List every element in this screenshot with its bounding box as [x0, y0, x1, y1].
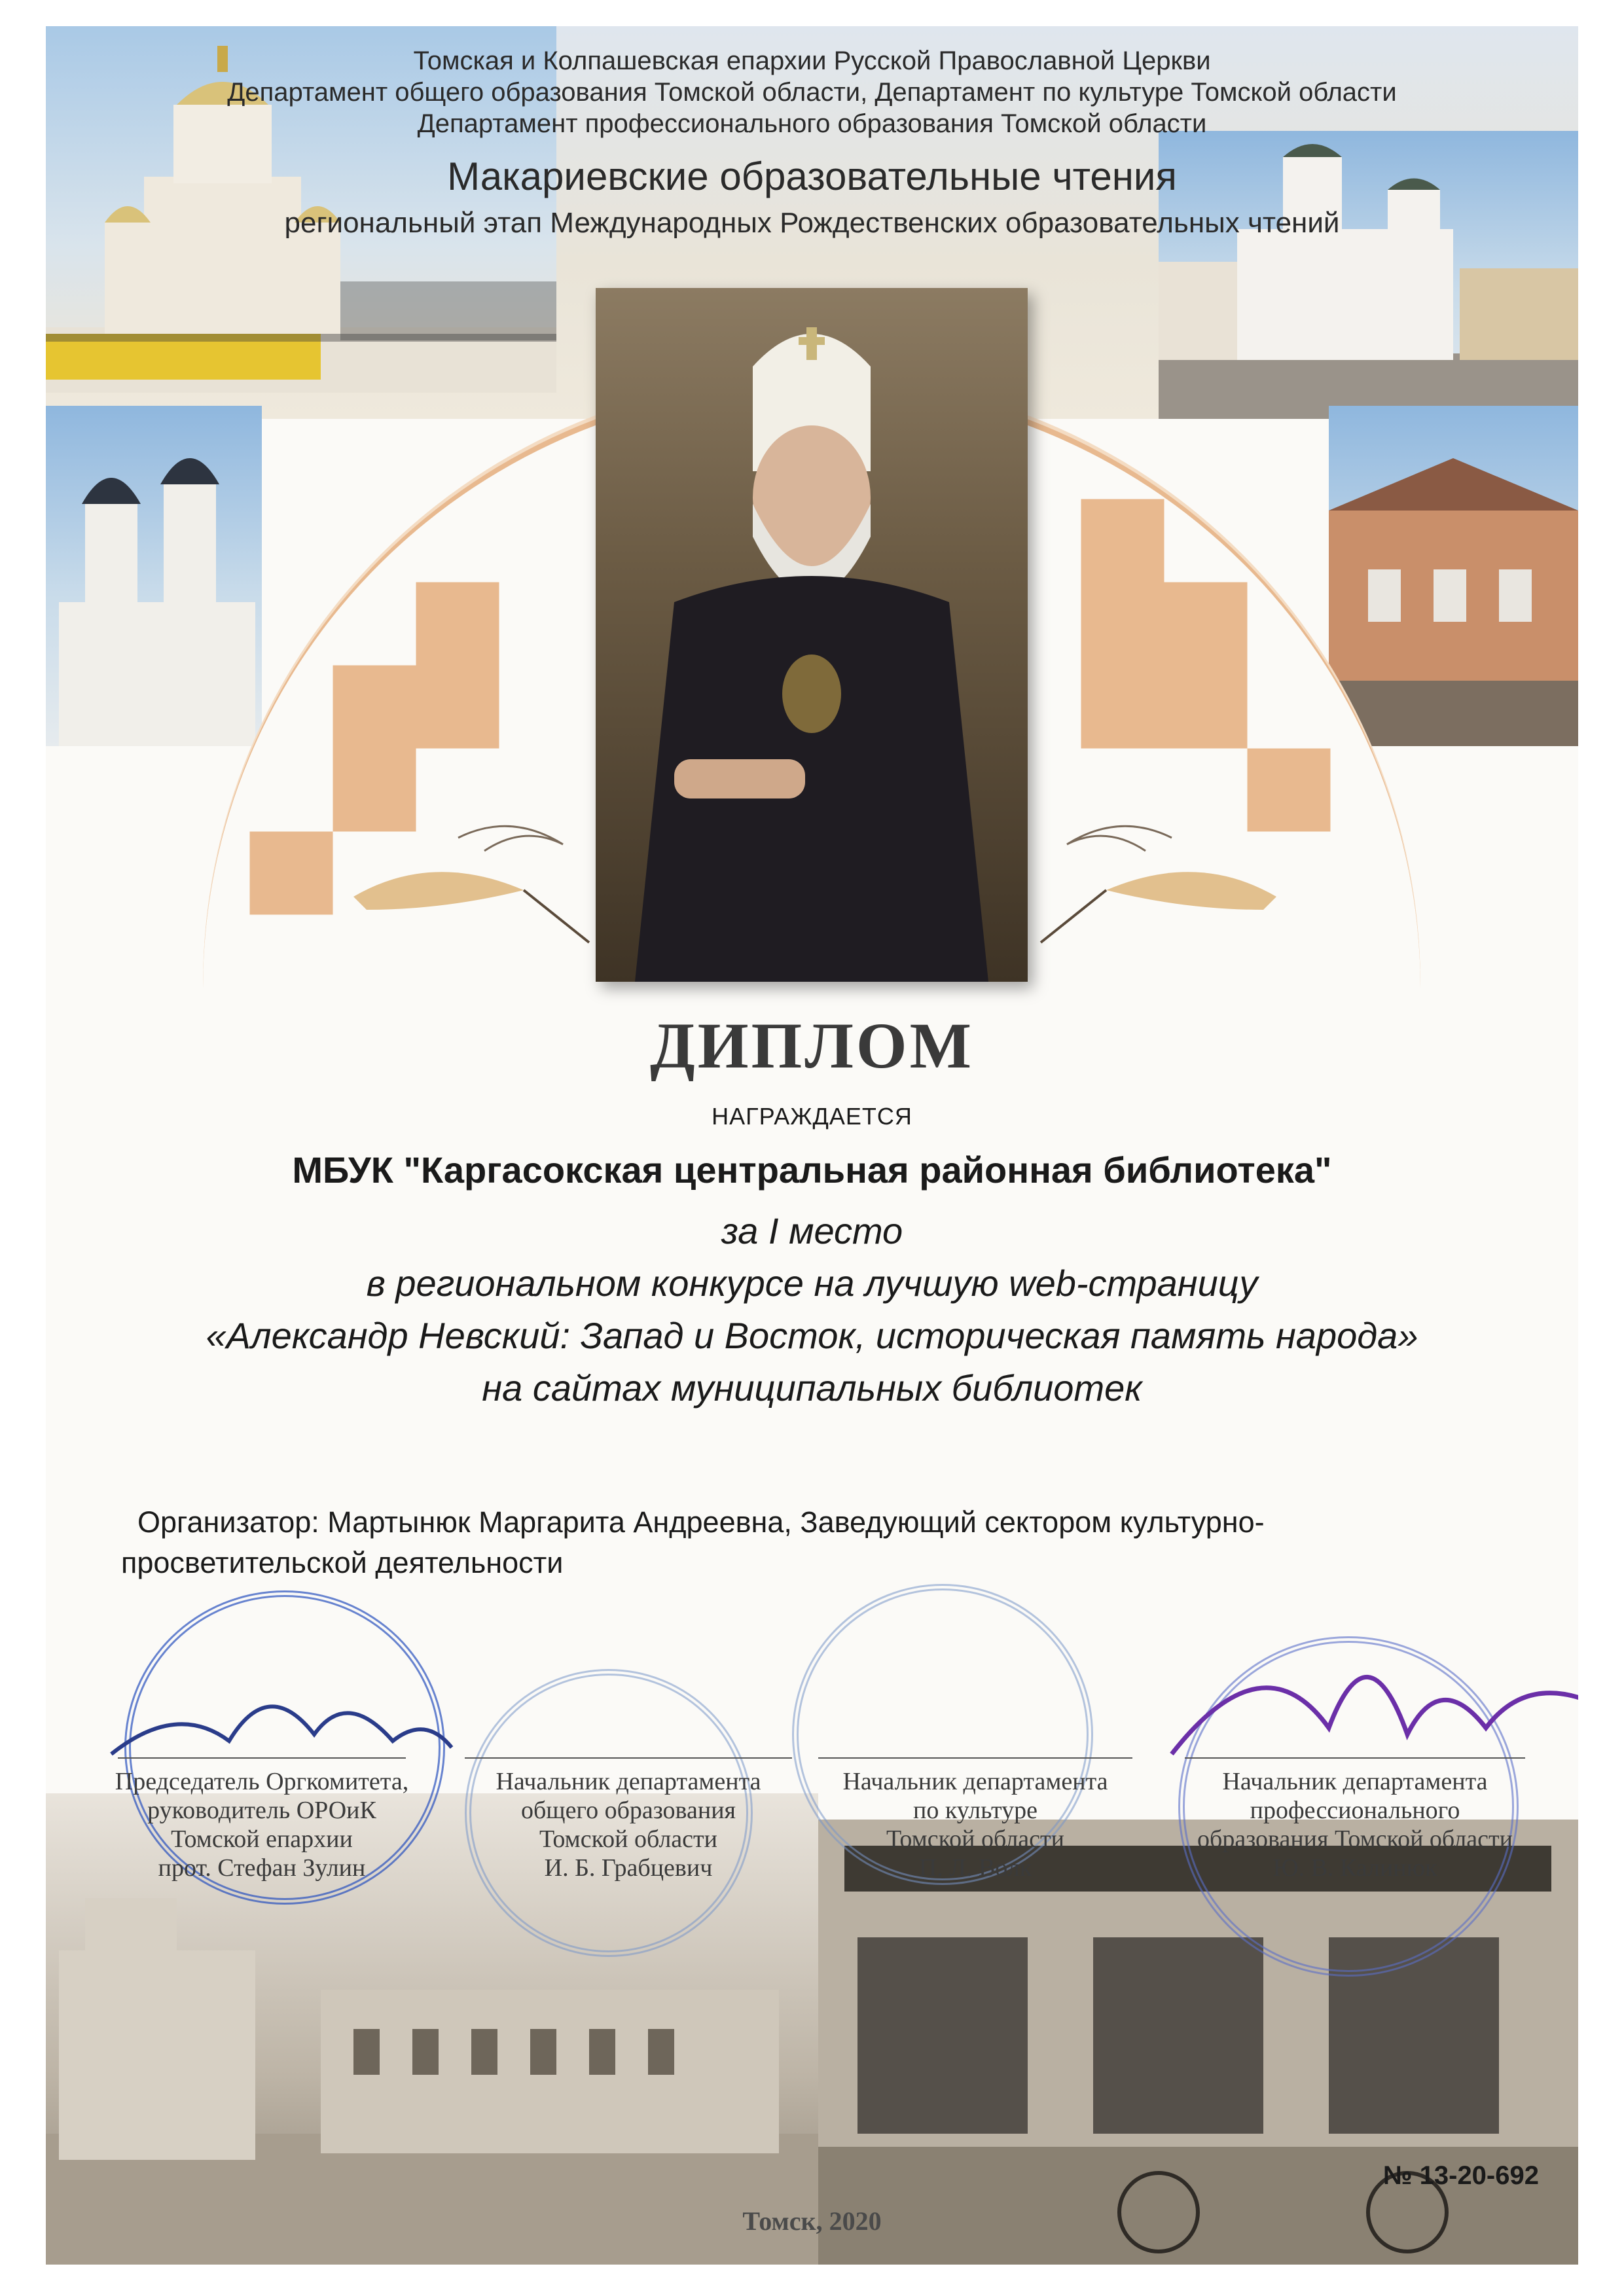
- award-place: за I место: [721, 1210, 903, 1251]
- house-photo-lower-right: [1329, 406, 1578, 746]
- award-line-2: в региональном конкурсе на лучшую web-страницу: [366, 1263, 1258, 1304]
- signature-line-1: [118, 1757, 406, 1759]
- awarded-label: НАГРАЖДАЕТСЯ: [712, 1103, 912, 1130]
- diploma-title: ДИПЛОМ: [649, 1009, 975, 1082]
- signature-line-2: [465, 1757, 792, 1759]
- header-title: Макариевские образовательные чтения: [447, 154, 1177, 198]
- header-line-2: Департамент общего образования Томской области, Департамент по культуре Томской области: [227, 78, 1397, 107]
- quill-ornament-left-icon: [327, 798, 615, 969]
- header-line-1: Томская и Колпашевская епархии Русской Православной Церкви: [413, 46, 1211, 75]
- portrait-image: [596, 288, 1028, 982]
- church-photo-lower-left: [46, 406, 262, 746]
- award-line-4: на сайтах муниципальных библиотек: [482, 1367, 1142, 1408]
- diploma-number: № 13-20-692: [1382, 2161, 1539, 2190]
- signature-line-4: [1185, 1757, 1525, 1759]
- quill-ornament-right-icon: [1015, 798, 1303, 969]
- header-line-3: Департамент профессионального образования Томской области: [417, 109, 1207, 138]
- recipient-name: МБУК "Каргасокская центральная районная библиотека": [292, 1149, 1332, 1191]
- signature-block-4: Начальник департамента профессионального образования Томской области Ю. В. Калинюк: [1197, 1768, 1513, 1882]
- city-year: Томск, 2020: [742, 2206, 882, 2236]
- header-subtitle: региональный этап Международных Рождественских образовательных чтений: [284, 207, 1340, 239]
- diploma-sheet: [46, 26, 1578, 2265]
- organizer-text: [121, 1502, 1512, 1583]
- signature-line-3: [818, 1757, 1132, 1759]
- organizer-line-1: Организатор: Мартынюк Маргарита Андреевна, Заведующий сектором культурно-: [137, 1505, 1265, 1539]
- signature-block-2: Начальник департамента общего образования Томской области И. Б. Грабцевич: [496, 1768, 761, 1882]
- award-line-3: «Александр Невский: Запад и Восток, историческая память народа»: [206, 1315, 1418, 1356]
- signature-block-3: Начальник департамента по культуре Томской области П. Л. Волк: [842, 1768, 1108, 1882]
- signature-block-1: Председатель Оргкомитета, руководитель ОРОиК Томской епархии прот. Стефан Зулин: [115, 1768, 409, 1882]
- organizer-line-2: просветительской деятельности: [121, 1546, 564, 1579]
